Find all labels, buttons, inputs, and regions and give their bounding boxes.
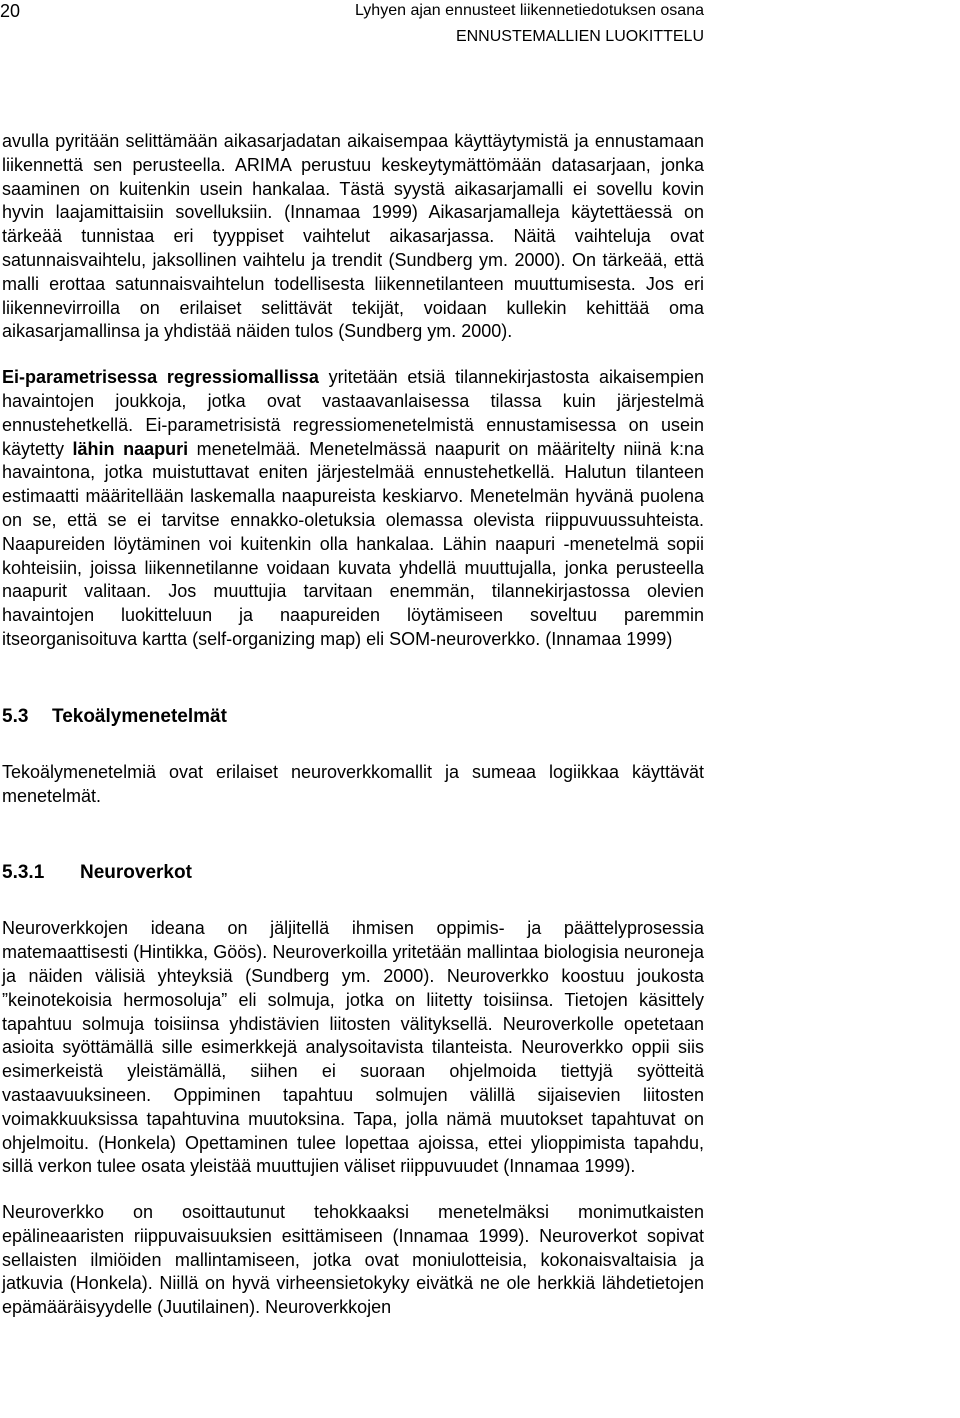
paragraph-neural-networks-2: Neuroverkko on osoittautunut tehokkaaksi menetelmäksi monimutkaisten epälineaaristen riippuvaisuuksien esittämiseen (Innamaa 1999). Neuroverkot sopivat sellaisten ilmiöiden mallintamiseen, jotka ovat moniulotteisia, kokonaisvaltaisia ja jatkuvia (Honkela). Niillä on hyvä virheensietokyky eivätkä ne ole herkkiä lähdetietojen epämääräisyydelle (Juutilainen). Neuroverkkojen [2, 1202, 704, 1318]
paragraph-text: yritetään etsiä tilannekirjastosta aikaisempien havaintojen joukkoja, jotka ovat vastaavanlaisessa tilassa kuin järjestelmä ennustehetkellä. Ei-parametrisistä regressiomenetelmistä ennustamisessa on usein käytetty [2, 367, 705, 459]
section-number: 5.3 [2, 705, 29, 727]
subsection-heading [2, 861, 704, 885]
paragraph-ai-methods: Tekoälymenetelmiä ovat erilaiset neuroverkkomallit ja sumeaa logiikkaa käyttävät menetelmät. [2, 761, 704, 806]
page-number: 20 [0, 1, 21, 21]
term-nearest-neighbour: lähin naapuri [72, 438, 189, 459]
section-title: Tekoälymenetelmät [52, 705, 227, 727]
header-subtitle: ENNUSTEMALLIEN LUOKITTELU [455, 28, 704, 45]
header-title: Lyhyen ajan ennusteet liikennetiedotuksen osana [355, 2, 704, 19]
running-header [355, 0, 704, 48]
paragraph-text: menetelmää. Menetelmässä naapurit on määritelty niinä k:na havaintona, jotka muistuttavat eniten järjestelmää ennustehetkellä. Halutun tilanteen estimaatti määritellään laskemalla naapureista keskiarvo. Menetelmän hyvänä puolena on se, että se ei tarvitse ennakko-oletuksia olemassa olevista riippuvuussuhteista. Naapureiden löytäminen voi kuitenkin olla hankalaa. Lähin naapuri -menetelmä sopii kohteisiin, joissa liikennetilanne voidaan kuvata yhdellä muuttujalla, jonka perusteella naapurit valitaan. Jos muuttujia tarvitaan enemmän, tilannekirjastossa olevien havaintojen luokitteluun ja naapureiden löytämiseen soveltuu paremmin itseorganisoituva kartta (self-organizing map) eli SOM-neuroverkko. (Innamaa 1999) [2, 438, 704, 649]
paragraph-neural-networks: Neuroverkkojen ideana on jäljitellä ihmisen oppimis- ja päättelyprosessia matemaattisesti (Hintikka, Göös). Neuroverkoilla yritetään mallintaa biologisia neuroneja ja näiden välisiä yhteyksiä (Sundberg ym. 2000). Neuroverkko koostuu joukosta ”keinotekoisia hermosoluja” eli solmuja, jotka on liitetty toisiinsa. Tietojen käsittely tapahtuu solmuja toisiinsa yhdistävien liitosten välityksellä. Neuroverkolle opetetaan asioita syöttämällä sille esimerkkejä analysoitavista tilanteista. Neuroverkko oppii siis esimerkeistä yleistämällä, siihen ei suoraan ohjelmoida tiettyjä syötteitä vastaavuuksineen. Oppiminen tapahtuu solmujen välillä sijaisevien liitosten voimakkuuksissa tapahtuvina muutoksina. Tapa, jolla nämä muutokset tapahtuvat on ohjelmoitu. (Honkela) Opettaminen tulee lopettaa ajoissa, ettei ylioppimista tapahdu, sillä verkon tulee osata yleistää muuttujien väliset riippuvuudet (Innamaa 1999). [2, 918, 704, 1177]
body-text [2, 130, 704, 1320]
paragraph-nonparametric [2, 366, 704, 652]
subsection-title: Neuroverkot [80, 862, 192, 884]
section-heading [2, 705, 704, 729]
term-nonparametric-regression: Ei-parametrisessa regressiomallissa [2, 367, 319, 388]
paragraph-arima: avulla pyritään selittämään aikasarjadatan aikaisempaa käyttäytymistä ja ennustamaan liikennettä sen perusteella. ARIMA perustuu keskeytymättömään datasarjaan, jonka saaminen on kuitenkin usein hankalaa. Tästä syystä aikasarjamalli ei sovellu kovin hyvin laajamittaisiin sovelluksiin. (Innamaa 1999) Aikasarjamalleja käytettäessä on tärkeää tunnistaa eri tyyppiset vaihtelut aikasarjassa. Näitä vaihteluja ovat satunnaisvaihtelu, jaksollinen vaihtelu ja trendit (Sundberg ym. 2000). On tärkeää, että malli erottaa satunnaisvaihtelun todellisesta liikennetilanteen muuttumisesta. Jos eri liikennevirroilla on erilaiset selittävät tekijät, voidaan kullekin kehittää oma aikasarjamallinsa ja yhdistää näiden tulos (Sundberg ym. 2000). [2, 131, 704, 342]
subsection-number: 5.3.1 [2, 862, 45, 884]
